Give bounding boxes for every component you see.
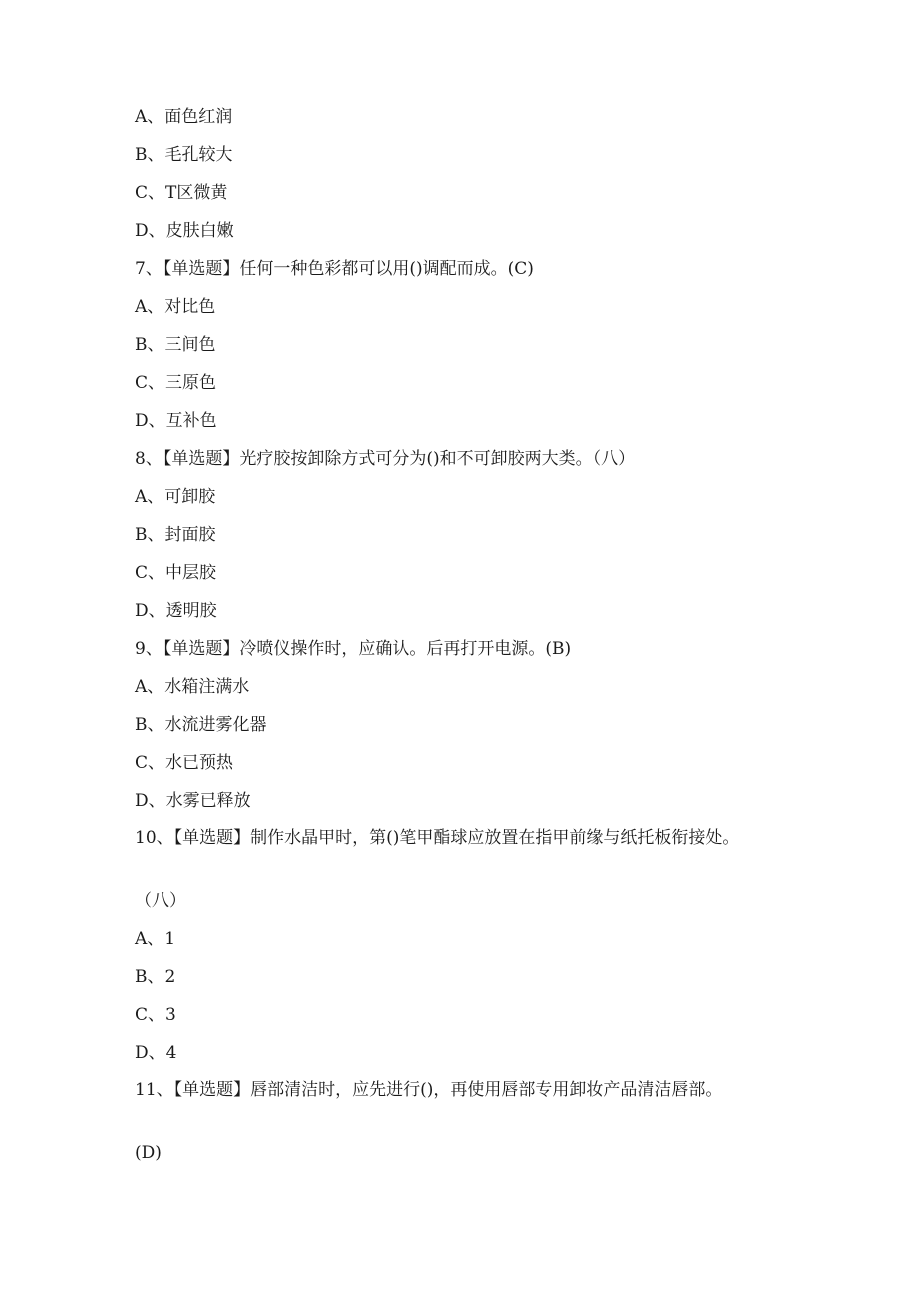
- answer-q11: (D): [135, 1143, 162, 1163]
- option-a-q10: A、1: [135, 929, 176, 949]
- option-c-q6: C、T区微黄: [135, 183, 228, 203]
- option-b-q7: B、三间色: [135, 335, 216, 355]
- question-9: 9、【单选题】冷喷仪操作时，应确认。后再打开电源。(B): [135, 639, 572, 659]
- option-c-q10: C、3: [135, 1005, 176, 1025]
- option-c-q8: C、中层胶: [135, 563, 217, 583]
- question-10: 10、【单选题】制作水晶甲时，第()笔甲酯球应放置在指甲前缘与纸托板衔接处。: [135, 828, 740, 848]
- option-a-q9: A、水箱注满水: [135, 677, 250, 697]
- option-d-q6: D、皮肤白嫩: [135, 221, 234, 241]
- option-a-q8: A、可卸胶: [135, 487, 216, 507]
- option-b-q8: B、封面胶: [135, 525, 216, 545]
- option-d-q8: D、透明胶: [135, 601, 217, 621]
- option-c-q7: C、三原色: [135, 373, 217, 393]
- option-a-q6: A、面色红润: [135, 107, 233, 127]
- option-d-q10: D、4: [135, 1043, 177, 1063]
- option-b-q9: B、水流进雾化器: [135, 715, 267, 735]
- question-11: 11、【单选题】唇部清洁时，应先进行()，再使用唇部专用卸妆产品清洁唇部。: [135, 1080, 723, 1100]
- option-b-q6: B、毛孔较大: [135, 145, 233, 165]
- option-d-q9: D、水雾已释放: [135, 791, 251, 811]
- option-a-q7: A、对比色: [135, 297, 216, 317]
- question-8: 8、【单选题】光疗胶按卸除方式可分为()和不可卸胶两大类。（八）: [135, 449, 636, 469]
- option-c-q9: C、水已预热: [135, 753, 234, 773]
- option-d-q7: D、互补色: [135, 411, 217, 431]
- option-b-q10: B、2: [135, 967, 176, 987]
- answer-q10: （八）: [135, 891, 186, 911]
- question-7: 7、【单选题】任何一种色彩都可以用()调配而成。(C): [135, 259, 534, 279]
